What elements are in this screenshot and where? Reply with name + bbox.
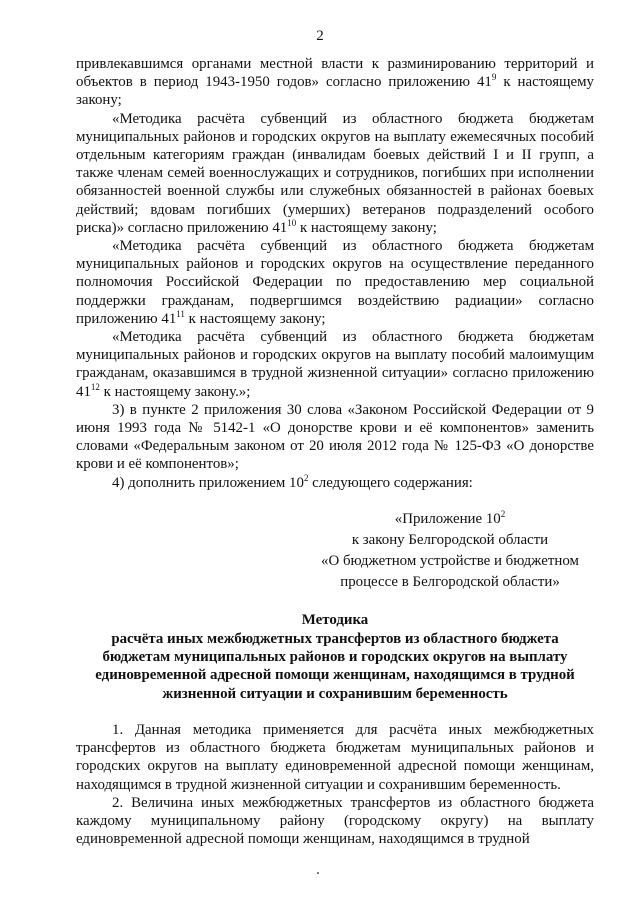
paragraph-text: «Методика расчёта субвенций из областного бюджета бюджетам муниципальных районов и городских округов на выплату ежемесячных пособий отдельным категориям граждан (инвалидам боевых действий I и II групп, а также членам семей военнослужащих и сотрудников, погибших при исполнении обязанностей военной службы или служебных обязанностей в районах боевых действий; вдовам погибших (умерших) ветеранов подразделений особого риска)» согласно приложению 41 bbox=[76, 110, 594, 236]
paragraph-tail: к настоящему закону; bbox=[184, 310, 326, 327]
appendix-header bbox=[306, 509, 594, 593]
method-item-1: 1. Данная методика применяется для расчёта иных межбюджетных трансфертов из областного бюджета бюджетам муниципальных районов и городских округов на выплату единовременной адресной помощи женщинам, находящимся в трудной жизненной ситуации и сохранившим беременность. bbox=[76, 721, 594, 793]
paragraph-item-4 bbox=[76, 474, 594, 492]
scan-artifact-dot bbox=[317, 872, 319, 874]
paragraph-tail: к настоящему закону; bbox=[76, 74, 594, 109]
method-items bbox=[76, 721, 594, 848]
method-item-2: 2. Величина иных межбюджетных трансфертов из областного бюджета каждому муниципальному району (городскому округу) на выплату единовременной адресной помощи женщинам, находящимся в трудной bbox=[76, 794, 594, 848]
paragraph-methodology-radiation bbox=[76, 237, 594, 328]
method-subtitle: расчёта иных межбюджетных трансфертов из областного бюджета бюджетам муниципальных районов и городских округов на выплату единовременной адресной помощи женщинам, находящимся в трудной жизненной ситуации и сохранившим беременность bbox=[95, 631, 575, 702]
paragraph-item-3 bbox=[76, 401, 594, 474]
paragraph-text: «Методика расчёта субвенций из областного бюджета бюджетам муниципальных районов и городских округов на выплату пособий малоимущим гражданам, оказавшимся в трудной жизненной ситуации» согласно приложению 41 bbox=[76, 329, 594, 400]
appendix-line-1 bbox=[306, 509, 594, 530]
paragraph-methodology-low-income bbox=[76, 328, 594, 401]
paragraph-tail: к настоящему закону.»; bbox=[99, 383, 251, 400]
method-heading bbox=[76, 611, 594, 703]
superscript: 11 bbox=[176, 308, 185, 319]
appendix-line-2: к закону Белгородской области bbox=[351, 531, 549, 548]
appendix-line-3: «О бюджетном устройстве и бюджетном bbox=[321, 552, 579, 569]
paragraph-text: привлекавшимся органами местной власти к разминированию территорий и объектов в период 1943-1950 годов» согласно приложению 41 bbox=[76, 56, 594, 91]
paragraph-tail: к настоящему закону; bbox=[296, 219, 437, 236]
paragraph-text: «Методика расчёта субвенций из областного бюджета бюджетам муниципальных районов и городских округов на осуществление переданного полномочия Российской Федерации по предоставлению мер социальной поддержки гражданам, подвергшимся воздействию радиации» согласно приложению 41 bbox=[76, 238, 594, 327]
paragraph-methodology-disabled-veterans bbox=[76, 110, 594, 237]
paragraph-text: 3) в пункте 2 приложения 30 слова «Законом Российской Федерации от 9 июня 1993 года № 5142-1 «О донорстве крови и её компонентов» заменить словами «Федеральным законом от 20 июля 2012 года № 125-ФЗ «О донорстве крови и её компонентов»; bbox=[76, 401, 594, 473]
paragraph-continuation bbox=[76, 55, 594, 110]
superscript: 12 bbox=[90, 381, 100, 392]
superscript: 2 bbox=[500, 508, 506, 519]
appendix-label: «Приложение 10 bbox=[394, 510, 501, 527]
document-body bbox=[76, 55, 594, 848]
appendix-line-4: процессе в Белгородской области» bbox=[340, 573, 560, 590]
paragraph-text: 4) дополнить приложением 10 bbox=[112, 474, 304, 491]
paragraph-tail: следующего содержания: bbox=[308, 474, 473, 491]
superscript: 2 bbox=[303, 472, 309, 483]
superscript: 10 bbox=[287, 217, 297, 228]
superscript: 9 bbox=[491, 72, 497, 83]
method-title: Методика bbox=[301, 611, 369, 628]
page-number: 2 bbox=[316, 28, 324, 44]
